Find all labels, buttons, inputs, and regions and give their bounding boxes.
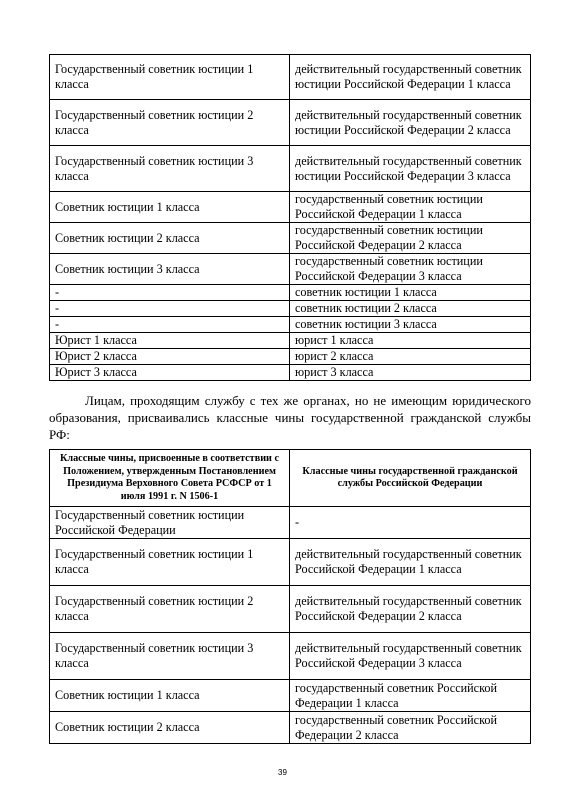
table-row [50,633,531,680]
table-cell-right: действительный государственный советник юстиции Российской Федерации 1 класса [290,55,531,100]
table-cell-left: - [50,285,290,301]
table-cell-right: юрист 3 класса [290,365,531,381]
table-cell-left: Государственный советник юстиции 3 класса [50,633,290,680]
table-cell-right: советник юстиции 3 класса [290,317,531,333]
table-row [50,680,531,712]
table-cell-right: действительный государственный советник юстиции Российской Федерации 3 класса [290,146,531,192]
table-row [50,192,531,223]
table-cell-left: Государственный советник юстиции 1 класса [50,539,290,586]
table-row [50,586,531,633]
table-cell-right: юрист 2 класса [290,349,531,365]
table-cell-right: действительный государственный советник Российской Федерации 3 класса [290,633,531,680]
body-paragraph: Лицам, проходящим службу с тех же органах, но не имеющим юридического образования, присваивались классные чины государственной гражданской службы РФ: [49,393,531,442]
table-cell-right: действительный государственный советник Российской Федерации 1 класса [290,539,531,586]
table-row [50,333,531,349]
table-row [50,100,531,146]
table-cell-right: советник юстиции 1 класса [290,285,531,301]
table-row [50,539,531,586]
table-cell-left: Советник юстиции 3 класса [50,254,290,285]
table-row [50,349,531,365]
table-row [50,223,531,254]
page-number: 39 [278,768,287,777]
table-cell-right: государственный советник юстиции Российской Федерации 2 класса [290,223,531,254]
table-row [50,365,531,381]
table-cell-left: Советник юстиции 1 класса [50,680,290,712]
table-row [50,712,531,744]
table-row [50,146,531,192]
table-cell-right: государственный советник Российской Федерации 1 класса [290,680,531,712]
table-cell-left: Государственный советник юстиции 3 класса [50,146,290,192]
table-cell-right: государственный советник юстиции Российской Федерации 1 класса [290,192,531,223]
table-cell-right: действительный государственный советник юстиции Российской Федерации 2 класса [290,100,531,146]
table-cell-right: - [290,507,531,539]
table-row [50,507,531,539]
table-cell-left: Государственный советник юстиции 1 класса [50,55,290,100]
table-cell-left: Государственный советник юстиции 2 класса [50,586,290,633]
table-cell-left: Советник юстиции 2 класса [50,223,290,254]
table-cell-right: государственный советник юстиции Российской Федерации 3 класса [290,254,531,285]
table-cell-left: Юрист 2 класса [50,349,290,365]
table-cell-right: советник юстиции 2 класса [290,301,531,317]
table-cell-left: Юрист 3 класса [50,365,290,381]
table-row [50,301,531,317]
table-header-left: Классные чины, присвоенные в соответствии с Положением, утвержденным Постановлением Президиума Верховного Совета РСФСР от 1 июля 1991 г. N 1506-1 [50,450,290,507]
table-header-row [50,450,531,507]
table-cell-left: - [50,317,290,333]
rank-table-top [49,54,531,381]
table-row [50,55,531,100]
table-row [50,254,531,285]
table-cell-left: Советник юстиции 2 класса [50,712,290,744]
table-cell-right: государственный советник Российской Федерации 2 класса [290,712,531,744]
table-cell-right: действительный государственный советник Российской Федерации 2 класса [290,586,531,633]
table-cell-left: Государственный советник юстиции Российской Федерации [50,507,290,539]
table-cell-left: Советник юстиции 1 класса [50,192,290,223]
table-row [50,317,531,333]
table-header-right: Классные чины государственной гражданской службы Российской Федерации [290,450,531,507]
table-cell-left: Юрист 1 класса [50,333,290,349]
table-row [50,285,531,301]
table-cell-left: Государственный советник юстиции 2 класса [50,100,290,146]
rank-table-bottom [49,449,531,744]
table-cell-right: юрист 1 класса [290,333,531,349]
table-cell-left: - [50,301,290,317]
